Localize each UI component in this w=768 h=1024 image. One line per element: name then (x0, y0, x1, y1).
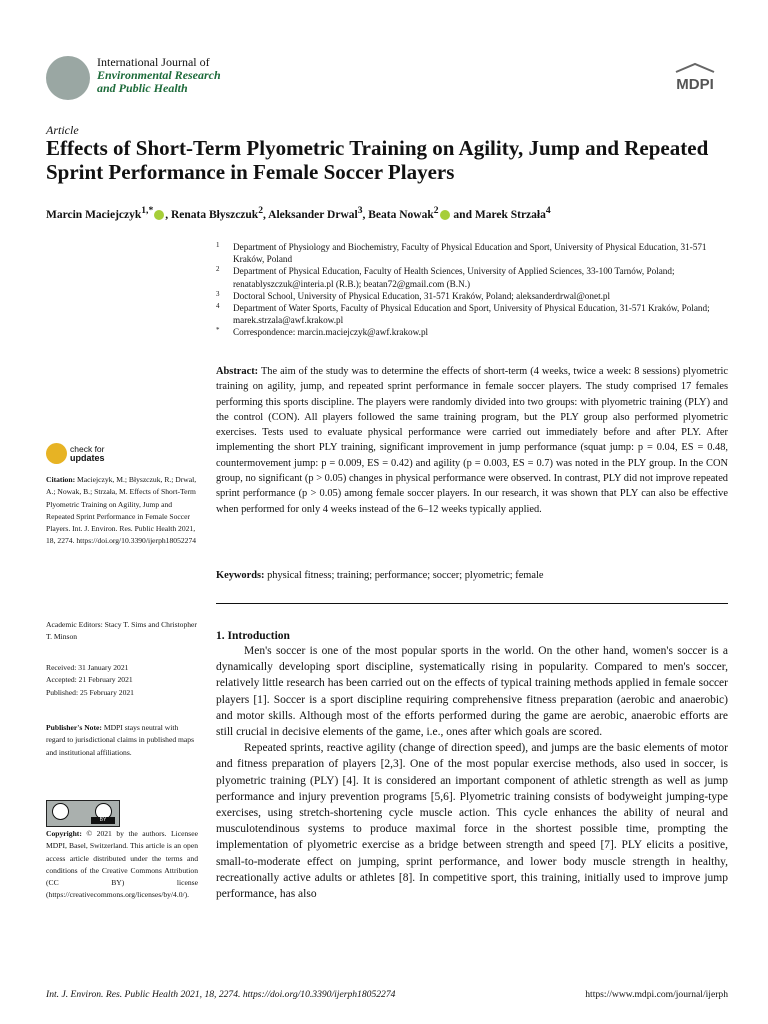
article-type: Article (46, 123, 79, 137)
body-paragraph: Repeated sprints, reactive agility (change of direction speed), and jumps are the basic elements of motor and fitness preparation of players [2,3]. One of the most popular exercise methods, also used in soccer, is plyometric training (PLY) [4]. It is considered an important component of athletic strength as well as jump performance and injury prevention programs [5,6]. Plyometric training consists of bodyweight jumping-type exercises, using stretch-shortening cycle muscle action. This cycle enhances the ability of neural and musculotendinous systems to produce maximal force in the shortest possible time, prompting the implementation of plyometric exercise as a bridge between strength and speed [7]. PLY elicits a positive, small-to-moderate effect on jumping, sprint performance, and lower body muscle strength in healthy, recreationally active adults or athletes [8]. In competitive sport, this training, initially used to improve jump performance, has also (216, 742, 728, 901)
abstract-text: The aim of the study was to determine the effects of short-term (4 weeks, twice a week: 8 sessions) plyometric training on agility, jump, and repeated sprint performance in female soccer players. The study comprised 17 females performing this sports discipline. The players were randomly divided into two groups: with plyometric training (PLY) and the control (CON). All players followed the same training program, but the PLY group also performed plyometric exercises. Tests used to evaluate physical performance were carried out immediately before and after PLY. After implementing the short PLY training, significant improvement in jump performance (squat jump: p = 0.04, ES = 0.48, countermovement jump: p = 0.009, ES = 0.42) and agility (p = 0.003, ES = 0.7) was noted in the PLY group. In the CON group, no significant (p > 0.05) changes in physical performance were observed. In contrast, PLY did not improve repeated sprint performance (p > 0.05) among female soccer players. In our research, it was shown that PLY can also be effective when performed for only 4 weeks instead of the 6–12 weeks typically applied. (216, 366, 728, 515)
journal-logo (46, 56, 90, 100)
affiliation (216, 302, 728, 326)
author-name[interactable]: Marcin Maciejczyk (46, 208, 142, 221)
copyright-text: © 2021 by the authors. Licensee MDPI, Basel, Switzerland. This article is an open access article distributed under the terms and conditions of the Creative Commons Attribution (CC BY) license (https://creativecommons.org/licenses/by/4.0/). (46, 829, 198, 900)
journal-name-line3: and Public Health (97, 81, 188, 95)
affiliation-text: Department of Physiology and Biochemistry, Faculty of Physical Education and Sport, University of Physical Education, 31-571 Kraków, Poland (233, 242, 707, 265)
affiliation-text: Doctoral School, University of Physical Education, 31-571 Kraków, Poland; aleksanderdrwal@onet.pl (233, 290, 611, 301)
cc-license-icon[interactable] (46, 800, 120, 827)
author-affil-sup: 2 (433, 205, 439, 216)
journal-name-line1: International Journal of (97, 55, 210, 69)
check-line1: check for (70, 444, 105, 454)
orcid-icon[interactable] (154, 210, 164, 220)
author-affil-sup: 4 (545, 205, 551, 216)
divider (216, 603, 728, 604)
received-date: Received: 31 January 2021 (46, 663, 129, 672)
body-text (216, 643, 728, 902)
citation-label: Citation: (46, 475, 76, 484)
copyright-block (46, 828, 198, 902)
mdpi-logo (666, 62, 724, 94)
author-name[interactable]: Renata Błyszczuk (171, 208, 259, 221)
academic-editors: Academic Editors: Stacy T. Sims and Christopher T. Minson (46, 620, 197, 642)
check-line2: updates (70, 453, 105, 463)
abstract (216, 364, 728, 517)
affiliation-number: 2 (216, 265, 220, 274)
author-name[interactable]: Aleksander Drwal (268, 208, 358, 221)
author-list: Marcin Maciejczyk$^{1,*}$ , Renata Błyszczuk$^2$, Aleksander Drwal$^3$, Beata Nowak$^2$ and Marek Strzała$^4$ (46, 205, 551, 221)
affiliation-number: * (216, 326, 220, 335)
publisher-note (46, 722, 198, 759)
affiliations (216, 241, 728, 339)
accepted-date: Accepted: 21 February 2021 (46, 675, 133, 685)
affiliation-text: Department of Water Sports, Faculty of Physical Education and Sport, University of Physical Education, 31-571 Kraków, Poland; marek.strzala@awf.krakow.pl (233, 303, 710, 326)
affiliation (216, 290, 728, 302)
journal-name-line2: Environmental Research (97, 68, 221, 82)
citation-block (46, 474, 198, 548)
paper-title: Effects of Short-Term Plyometric Training on Agility, Jump and Repeated Sprint Performance in Female Soccer Players (46, 136, 709, 184)
author-name[interactable]: Beata Nowak (368, 208, 434, 221)
footer-citation: Int. J. Environ. Res. Public Health 2021, 18, 2274. https://doi.org/10.3390/ijerph18052274 (46, 989, 396, 1000)
citation-text: Maciejczyk, M.; Błyszczuk, R.; Drwal, A.; Nowak, B.; Strzała, M. Effects of Short-Term Plyometric Training on Agility, Jump and Repeated Sprint Performance in Female Soccer Players. Int. J. Environ. Res. Public Health 2021, 18, 2274. https://doi.org/10.3390/ijerph18052274 (46, 475, 197, 546)
section-heading: 1. Introduction (216, 630, 290, 642)
published-date: Published: 25 February 2021 (46, 687, 134, 697)
author-affil-sup: 1,* (141, 205, 154, 216)
affiliation (216, 265, 728, 289)
author-affil-sup: 2 (258, 205, 264, 216)
keywords-text: physical fitness; training; performance; soccer; plyometric; female (267, 570, 544, 581)
affiliation-number: 4 (216, 302, 220, 311)
journal-name (97, 56, 221, 95)
author-name[interactable]: Marek Strzała (474, 208, 546, 221)
footer (46, 989, 728, 1000)
dates-block (46, 662, 198, 699)
body-paragraph: Men's soccer is one of the most popular sports in the world. On the other hand, women's soccer is a dynamically developing sport discipline, systematically rising in popularity. Compared to men's soccer, relatively little research has been carried out on the effects of typical training methods applied in female soccer players [1]. Soccer is a sport discipline requiring comprehensive fitness preparation (aerobic and anaerobic) and motor skills. Although most of the efforts performed during the game are aerobic, anaerobic efforts are still crucial in decisive elements of the game, i.e., ones after which goals are scored. (216, 645, 728, 739)
affiliation-text: Department of Physical Education, Faculty of Health Sciences, University of Applied Sciences, 33-100 Tarnów, Poland; renatablyszczuk@interia.pl (R.B.); beatan72@gmail.com (B.N.) (233, 266, 675, 289)
check-icon (46, 443, 67, 464)
orcid-icon[interactable] (440, 210, 450, 220)
cc-icon (52, 803, 69, 820)
author-affil-sup: 3 (357, 205, 363, 216)
copyright-label: Copyright: (46, 829, 82, 838)
affiliation-number: 3 (216, 289, 220, 298)
footer-journal-link[interactable]: https://www.mdpi.com/journal/ijerph (585, 989, 728, 1000)
affiliation-number: 1 (216, 241, 220, 249)
publisher-note-label: Publisher's Note: (46, 723, 102, 732)
abstract-label: Abstract: (216, 366, 259, 377)
mdpi-wordmark: MDPI (676, 76, 714, 93)
keywords-label: Keywords: (216, 570, 265, 581)
cc-by-label: BY (91, 817, 115, 824)
keywords (216, 570, 728, 581)
affiliation (216, 241, 728, 265)
affiliation-text: Correspondence: marcin.maciejczyk@awf.krakow.pl (233, 327, 429, 338)
affiliation (216, 326, 728, 338)
publisher-note-text: MDPI stays neutral with regard to jurisdictional claims in published maps and institutional affiliations. (46, 723, 195, 757)
